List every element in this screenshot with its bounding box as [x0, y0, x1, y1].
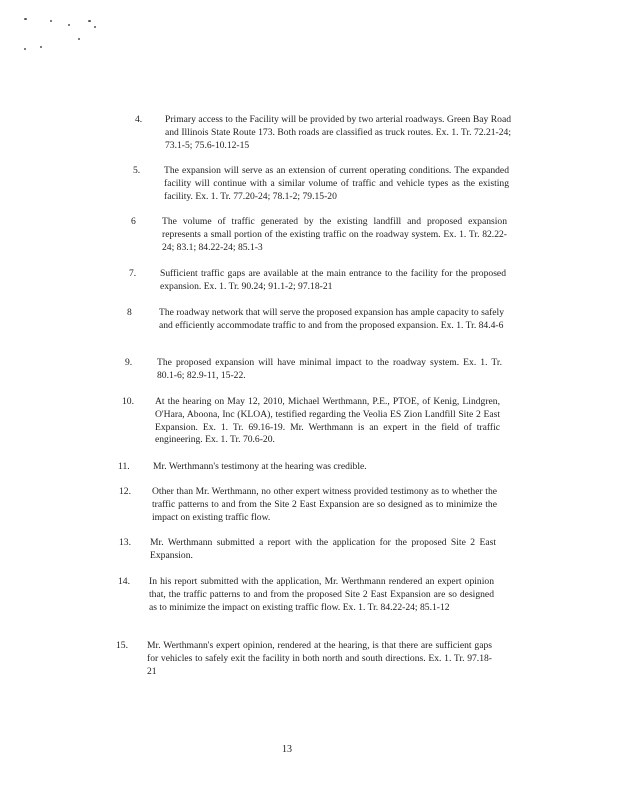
paragraph-number: 6: [131, 216, 136, 227]
paragraph-text: Mr. Werthmann's testimony at the hearing was credible.: [153, 461, 367, 472]
paragraph-number: 7.: [129, 268, 137, 279]
paragraph-number: 8: [127, 307, 132, 318]
paragraph-number: 5.: [133, 165, 141, 176]
paragraph-number: 4.: [135, 114, 143, 125]
paragraph-text: Sufficient traffic gaps are available at the main entrance to the facility for the proposed expansion. Ex. 1. Tr. 90.24; 91.1-2; 97.18-21: [160, 268, 506, 292]
paragraph-text: The roadway network that will serve the proposed expansion has ample capacity to safely and efficiently accommodate traffic to and from the proposed expansion. Ex. 1. Tr. 84.4-6: [159, 307, 504, 331]
paragraph-text: At the hearing on May 12, 2010, Michael Werthmann, P.E., PTOE, of Kenig, Lindgren, O'Hara, Aboona, Inc (KLOA), testified regarding the Veolia ES Zion Landfill Site 2 East Expansion. Ex. 1. Tr. 69.16-19. Mr. Werthmann is an expert in the field of traffic engineering. Ex. 1. Tr. 70.6-20.: [155, 396, 500, 446]
paragraph-text: Other than Mr. Werthmann, no other expert witness provided testimony as to whether the traffic patterns to and from the Site 2 East Expansion are so designed as to minimize the impact on existing traffic flow.: [152, 486, 497, 523]
paragraph-number: 15.: [116, 640, 128, 651]
paragraph-number: 11.: [118, 461, 130, 472]
page-number: 13: [282, 744, 292, 755]
paragraph-number: 13.: [119, 537, 131, 548]
paragraph-text: Mr. Werthmann's expert opinion, rendered at the hearing, is that there are sufficient gaps for vehicles to safely exit the facility in both north and south directions. Ex. 1. Tr. 97.18-21: [147, 640, 492, 677]
paragraph-text: Mr. Werthmann submitted a report with the application for the proposed Site 2 East Expansion.: [150, 537, 496, 561]
paragraph-text: The proposed expansion will have minimal impact to the roadway system. Ex. 1. Tr. 80.1-6; 82.9-11, 15-22.: [157, 357, 502, 381]
paragraph-text: In his report submitted with the application, Mr. Werthmann rendered an expert opinion that, the traffic patterns to and from the proposed Site 2 East Expansion are so designed as to minimize the impact on existing traffic flow. Ex. 1. Tr. 84.22-24; 85.1-12: [149, 576, 494, 613]
paragraph-number: 12.: [119, 486, 131, 497]
paragraph-text: The expansion will serve as an extension of current operating conditions. The expanded facility will continue with a similar volume of traffic and vehicle types as the existing facility. Ex. 1. Tr. 77.20-24; 78.1-2; 79.15-20: [164, 165, 509, 202]
paragraph-text: The volume of traffic generated by the existing landfill and proposed expansion represents a small portion of the existing traffic on the roadway system. Ex. 1. Tr. 82.22-24; 83.1; 84.22-24; 85.1-3: [162, 216, 507, 253]
paragraph-number: 9.: [125, 357, 133, 368]
paragraph-number: 10.: [122, 396, 134, 407]
paragraph-number: 14.: [118, 576, 130, 587]
paragraph-text: Primary access to the Facility will be provided by two arterial roadways. Green Bay Road and Illinois State Route 173. Both roads are classified as truck routes. Ex. 1. Tr. 72.21-24; 73.1-5; 75.6-10.12-15: [165, 114, 511, 151]
scan-specks: [20, 12, 110, 57]
